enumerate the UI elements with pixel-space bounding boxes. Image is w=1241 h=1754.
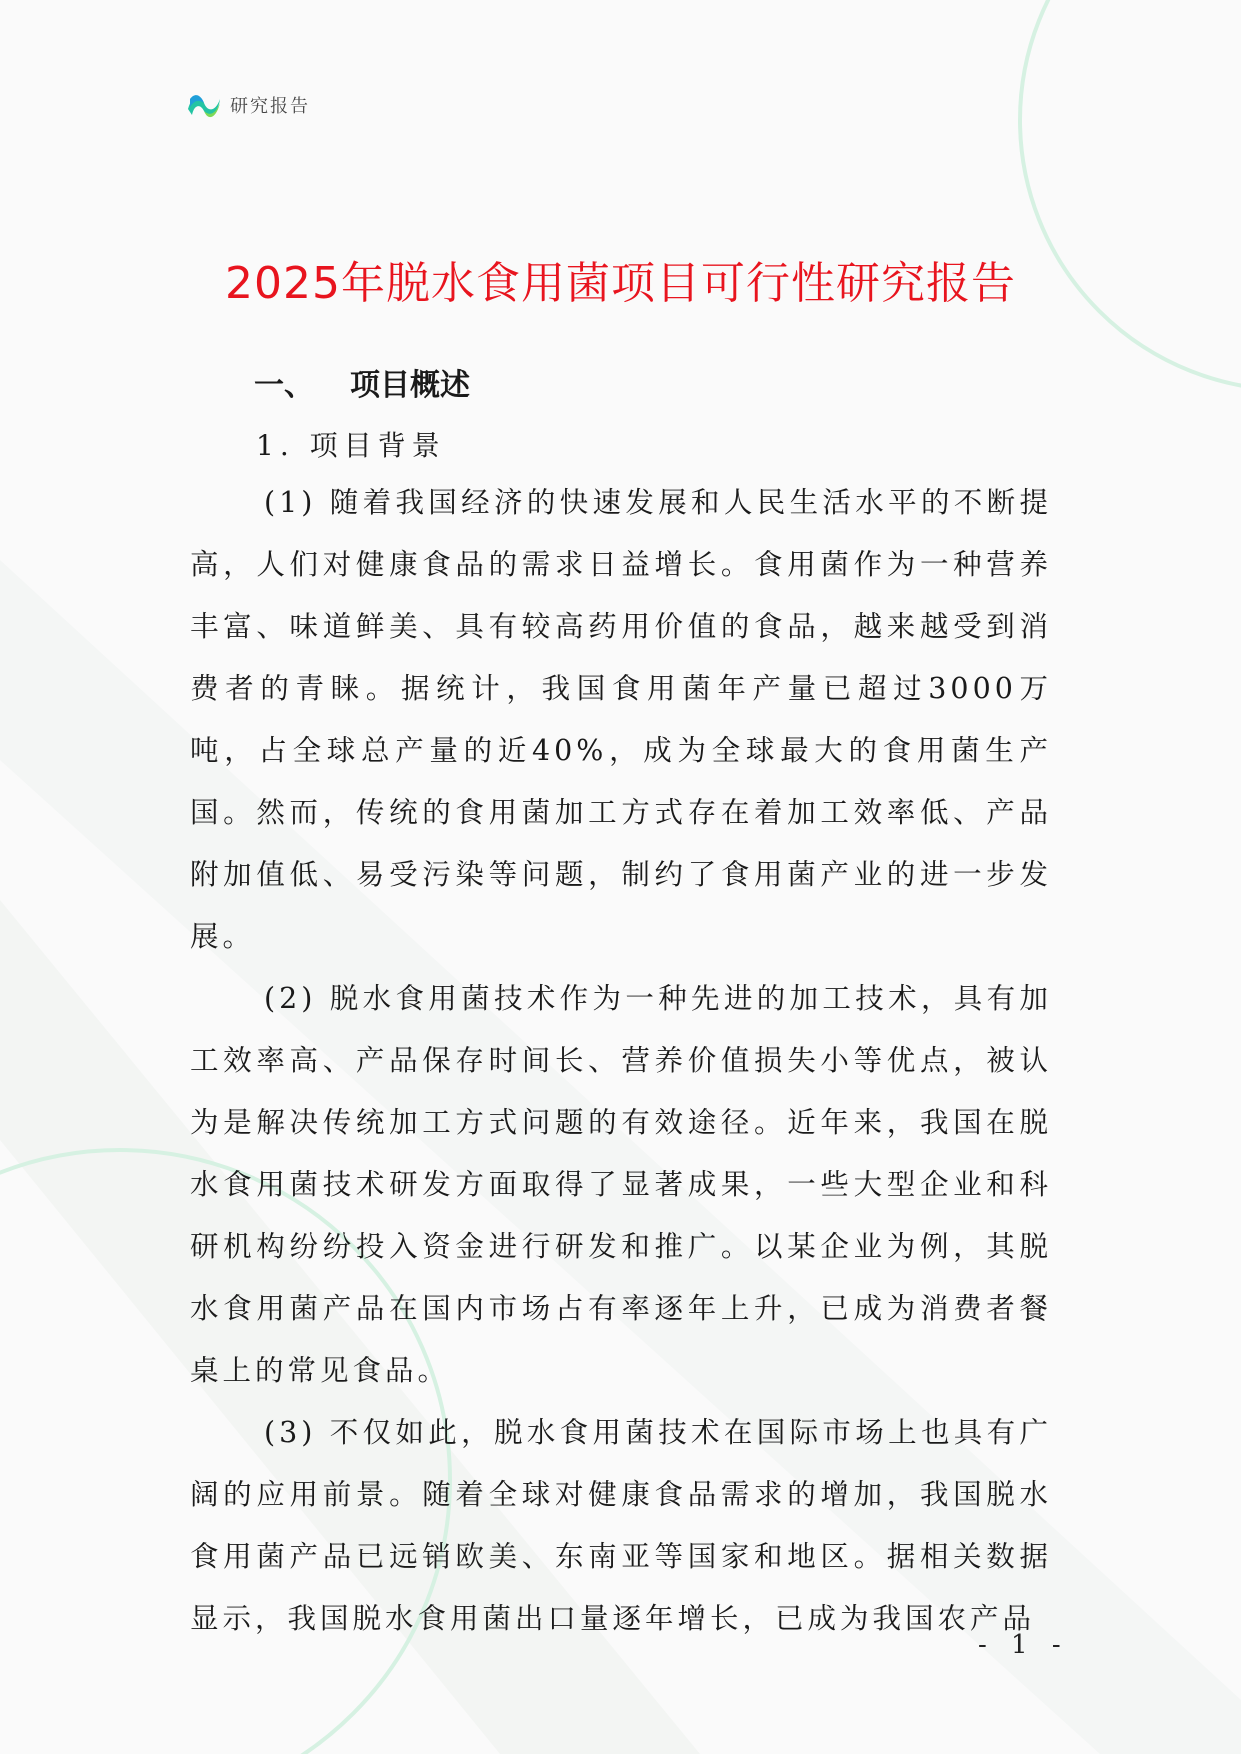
report-header [186, 88, 310, 122]
brand-logo-icon [186, 89, 222, 121]
subsection-heading: 1. 项目背景 [256, 429, 446, 462]
section-heading [254, 360, 470, 404]
document-title: 2025年脱水食用菌项目可行性研究报告 [225, 258, 1016, 310]
top-right-ring [1020, 0, 1241, 390]
paragraph-2: (2) 脱水食用菌技术作为一种先进的加工技术，具有加工效率高、产品保存时间长、营养价值损失小等优点，被认为是解决传统加工方式问题的有效途径。近年来，我国在脱水食用菌技术研发方面取得了显著成果，一些大型企业和科研机构纷纷投入资金进行研发和推广。以某企业为例，其脱水食用菌产品在国内市场占有率逐年上升，已成为消费者餐桌上的常见食品。 [190, 982, 1052, 1387]
paragraph-1: (1) 随着我国经济的快速发展和人民生活水平的不断提高，人们对健康食品的需求日益增长。食用菌作为一种营养丰富、味道鲜美、具有较高药用价值的食品，越来越受到消费者的青睐。据统计，我国食用菌年产量已超过3000万吨，占全球总产量的近40%，成为全球最大的食用菌生产国。然而，传统的食用菌加工方式存在着加工效率低、产品附加值低、易受污染等问题，制约了食用菌产业的进一步发展。 [190, 486, 1052, 953]
header-label: 研究报告 [230, 96, 310, 117]
document-body [190, 472, 1052, 1650]
section-title-text: 项目概述 [350, 368, 470, 403]
paragraph-3: (3) 不仅如此，脱水食用菌技术在国际市场上也具有广阔的应用前景。随着全球对健康食品需求的增加，我国脱水食用菌产品已远销欧美、东南亚等国家和地区。据相关数据显示，我国脱水食用菌出口量逐年增长，已成为我国农产品 [190, 1416, 1052, 1635]
section-number: 一、 [254, 368, 314, 403]
page-number: - 1 - [978, 1630, 1069, 1660]
